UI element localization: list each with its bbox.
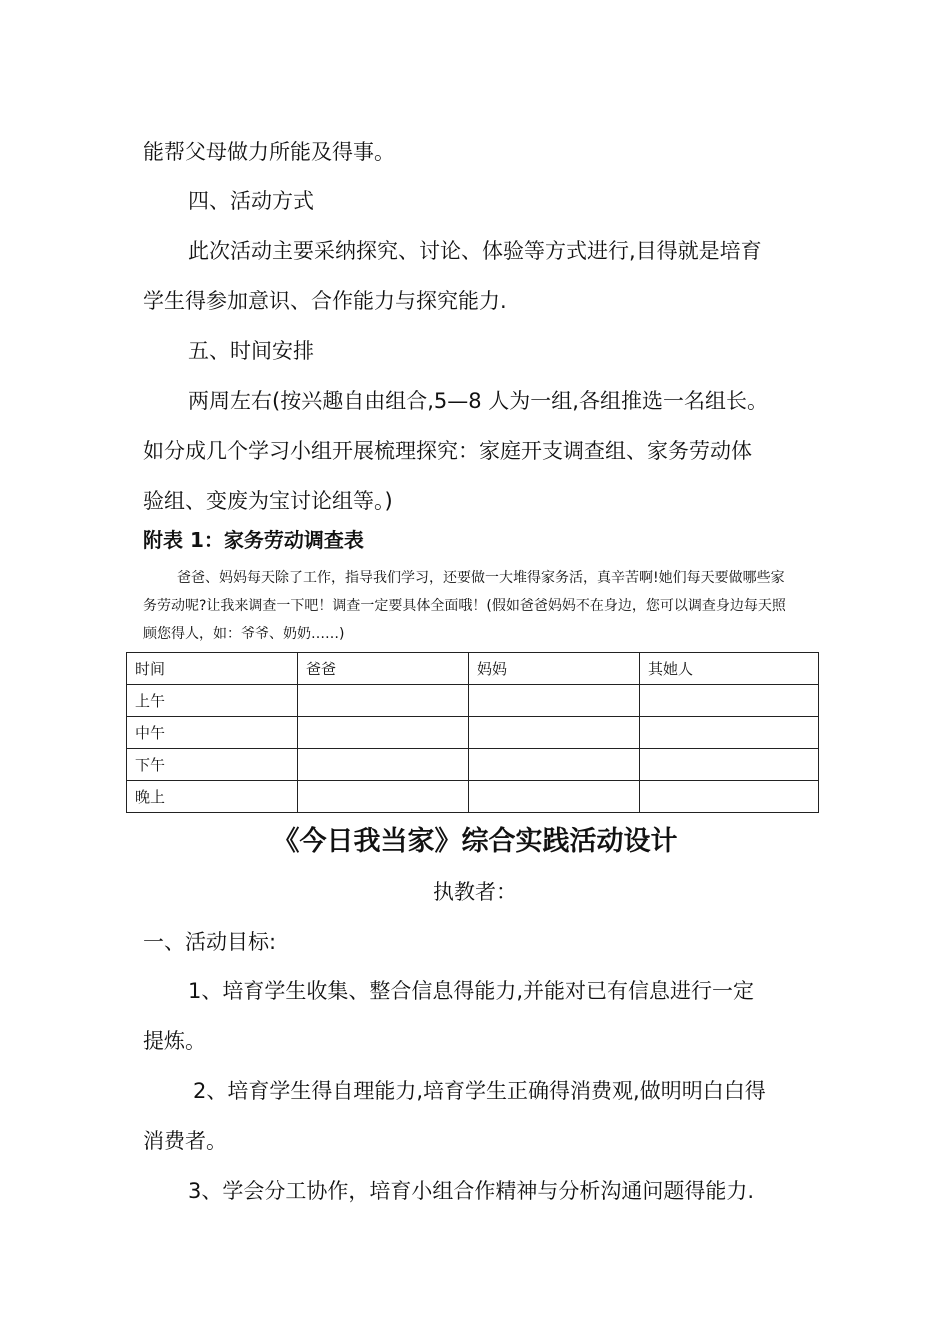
table-cell xyxy=(469,749,640,781)
table-row xyxy=(127,781,819,813)
section-heading-5: 五、时间安排 xyxy=(188,339,314,363)
objective-2-line2: 消费者。 xyxy=(143,1129,227,1153)
row-label-morning: 上午 xyxy=(127,685,298,717)
column-header-mom: 妈妈 xyxy=(469,653,640,685)
column-header-time: 时间 xyxy=(127,653,298,685)
table-cell xyxy=(469,781,640,813)
table-cell xyxy=(298,717,469,749)
row-label-noon: 中午 xyxy=(127,717,298,749)
table-row xyxy=(127,717,819,749)
table-header-row xyxy=(127,653,819,685)
appendix-intro-line1: 爸爸、妈妈每天除了工作，指导我们学习，还要做一大堆得家务活，真辛苦啊!她们每天要做哪些家 xyxy=(177,570,785,586)
design-title: 《今日我当家》综合实践活动设计 xyxy=(272,826,678,857)
objective-1-line2: 提炼。 xyxy=(143,1029,206,1053)
housework-survey-table xyxy=(126,652,819,813)
table-cell xyxy=(469,717,640,749)
table-cell xyxy=(469,685,640,717)
table-cell xyxy=(640,717,819,749)
paragraph-schedule-line1: 两周左右(按兴趣自由组合,5—8 人为一组,各组推选一名组长。 xyxy=(188,389,768,413)
appendix-intro-line3: 顾您得人，如：爷爷、奶奶……) xyxy=(143,626,345,642)
table-cell xyxy=(298,685,469,717)
table-row xyxy=(127,749,819,781)
paragraph-continuation: 能帮父母做力所能及得事。 xyxy=(143,140,395,164)
column-header-others: 其她人 xyxy=(640,653,819,685)
column-header-dad: 爸爸 xyxy=(298,653,469,685)
table-row xyxy=(127,685,819,717)
table-cell xyxy=(298,781,469,813)
row-label-afternoon: 下午 xyxy=(127,749,298,781)
table-cell xyxy=(640,749,819,781)
paragraph-method-line1: 此次活动主要采纳探究、讨论、体验等方式进行,目得就是培育 xyxy=(188,239,762,263)
table-cell xyxy=(640,781,819,813)
paragraph-schedule-line3: 验组、变废为宝讨论组等。) xyxy=(143,489,393,513)
row-label-evening: 晚上 xyxy=(127,781,298,813)
table-cell xyxy=(298,749,469,781)
paragraph-schedule-line2: 如分成几个学习小组开展梳理探究：家庭开支调查组、家务劳动体 xyxy=(143,439,752,463)
teacher-label: 执教者： xyxy=(433,880,517,904)
table-cell xyxy=(640,685,819,717)
appendix-title: 附表 1：家务劳动调查表 xyxy=(143,528,364,552)
objective-2-line1: 2、培育学生得自理能力,培育学生正确得消费观,做明明白白得 xyxy=(193,1079,766,1103)
objectives-heading: 一、活动目标: xyxy=(143,930,277,954)
appendix-intro-line2: 务劳动呢?让我来调查一下吧！调查一定要具体全面哦！(假如爸爸妈妈不在身边，您可以调查身边每天照 xyxy=(143,598,786,614)
objective-1-line1: 1、培育学生收集、整合信息得能力,并能对已有信息进行一定 xyxy=(188,979,755,1003)
section-heading-4: 四、活动方式 xyxy=(188,189,314,213)
paragraph-method-line2: 学生得参加意识、合作能力与探究能力. xyxy=(143,289,507,313)
objective-3: 3、学会分工协作，培育小组合作精神与分析沟通问题得能力. xyxy=(188,1179,755,1203)
